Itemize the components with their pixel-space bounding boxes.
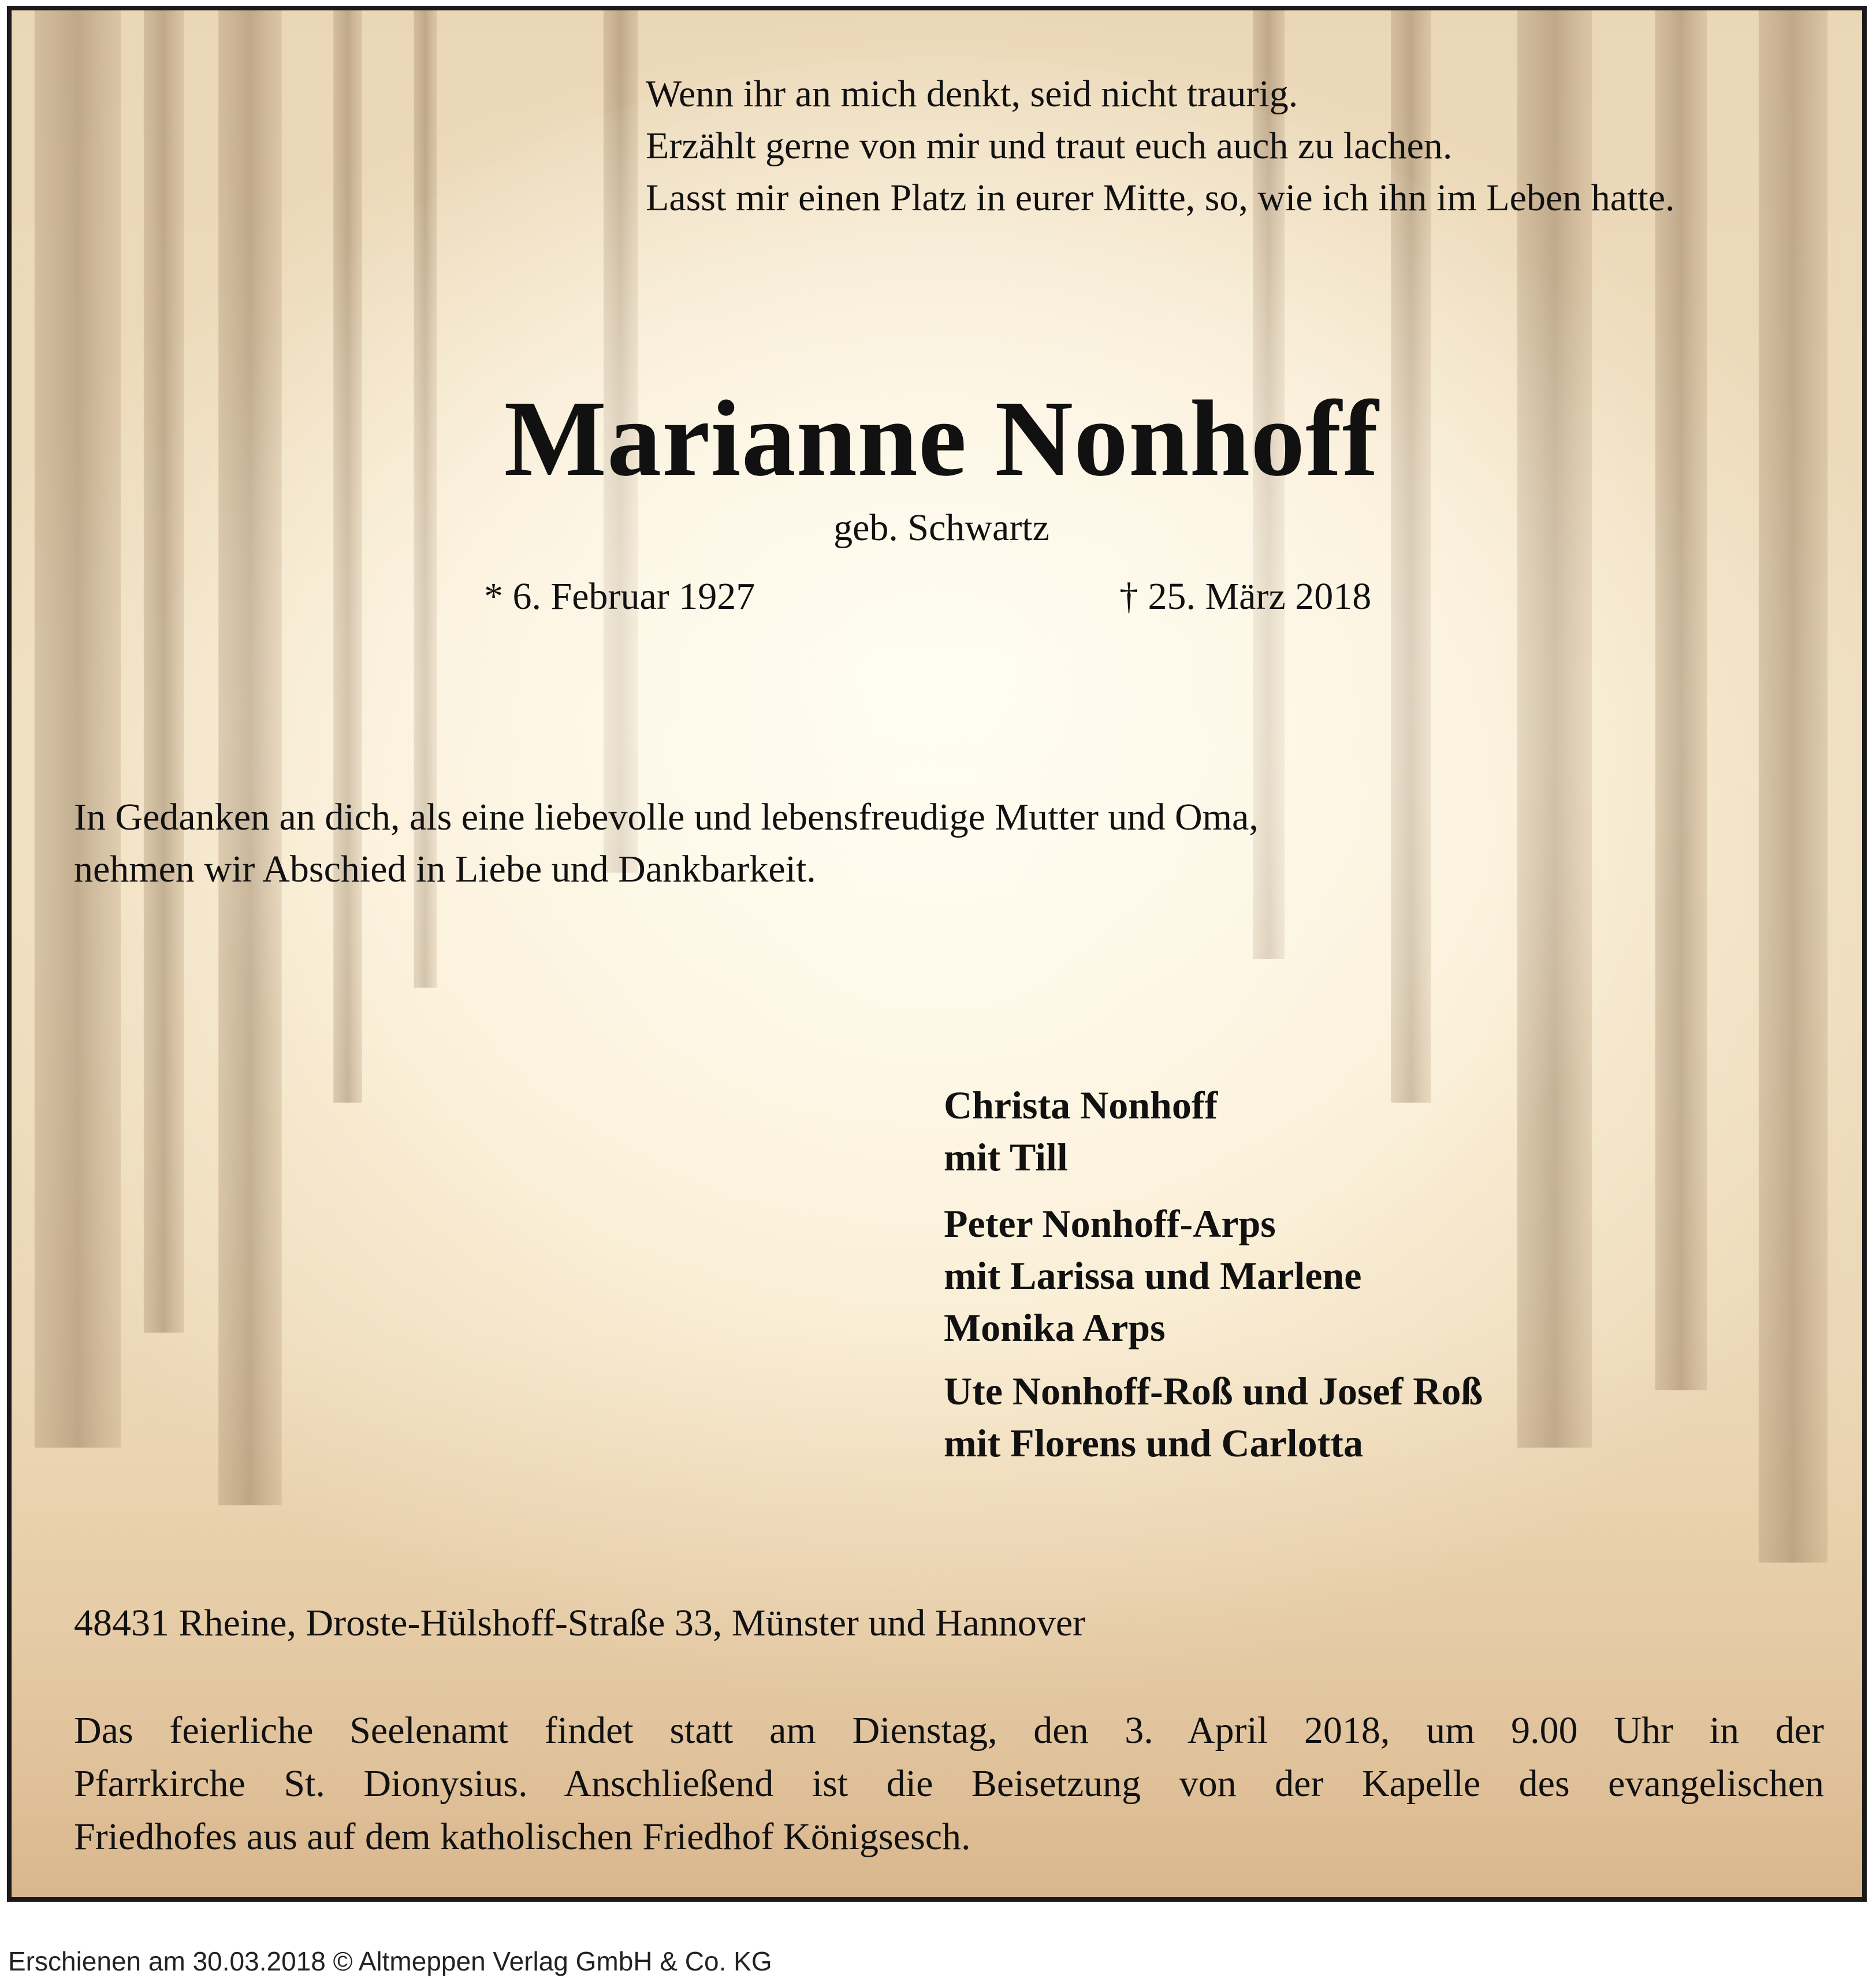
service-line: Pfarrkirche St. Dionysius. Anschließend ist die Beisetzung von der Kapelle des evangelischen: [74, 1763, 1824, 1805]
memorial-statement: [74, 791, 1259, 895]
obituary-notice: [7, 6, 1867, 1902]
service-line: Das feierliche Seelenamt findet statt am Dienstag, den 3. April 2018, um 9.00 Uhr in der: [74, 1709, 1824, 1752]
maiden-name: geb. Schwartz: [833, 507, 1049, 549]
service-details: [74, 1704, 1824, 1864]
mourner-name: Peter Nonhoff-Arps: [944, 1202, 1276, 1245]
poem-line: Lasst mir einen Platz in eurer Mitte, so, wie ich ihn im Leben hatte.: [646, 177, 1675, 219]
deceased-name: Marianne Nonhoff: [504, 378, 1379, 499]
mourner-name: mit Larissa und Marlene: [944, 1254, 1362, 1297]
memorial-poem: [646, 68, 1675, 224]
mourner-name: mit Till: [944, 1135, 1068, 1179]
mourner-name: mit Florens und Carlotta: [944, 1421, 1363, 1465]
poem-line: Wenn ihr an mich denkt, seid nicht traurig.: [646, 73, 1298, 115]
mourner-name: Ute Nonhoff-Roß und Josef Roß: [944, 1369, 1483, 1413]
birth-date: * 6. Februar 1927: [484, 575, 755, 618]
statement-line: nehmen wir Abschied in Liebe und Dankbarkeit.: [74, 848, 816, 890]
mourner-name: Christa Nonhoff: [944, 1083, 1218, 1127]
mourner-group: [944, 1198, 1361, 1354]
mourner-group: [944, 1365, 1483, 1469]
mourner-name: Monika Arps: [944, 1306, 1166, 1349]
death-date: † 25. März 2018: [1119, 575, 1372, 618]
publication-footer: Erschienen am 30.03.2018 © Altmeppen Verlag GmbH & Co. KG: [8, 1946, 772, 1976]
statement-line: In Gedanken an dich, als eine liebevolle und lebensfreudige Mutter und Oma,: [74, 796, 1259, 838]
family-address: 48431 Rheine, Droste-Hülshoff-Straße 33, Münster und Hannover: [74, 1602, 1086, 1644]
mourner-group: [944, 1079, 1218, 1183]
service-line: Friedhofes aus auf dem katholischen Friedhof Königsesch.: [74, 1816, 971, 1858]
poem-line: Erzählt gerne von mir und traut euch auch zu lachen.: [646, 125, 1453, 167]
